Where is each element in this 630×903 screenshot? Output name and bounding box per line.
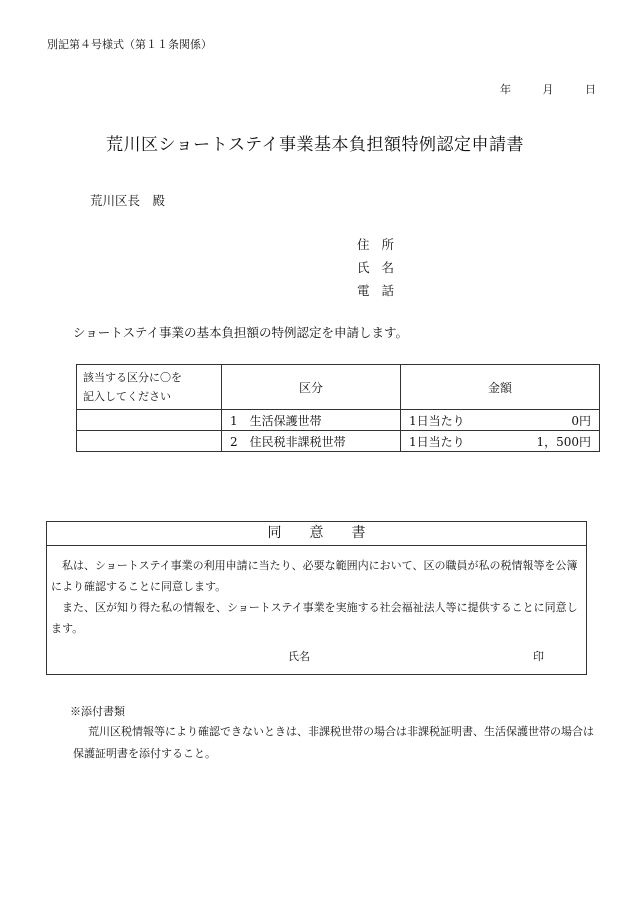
- header-check-line2: 記入してください: [83, 390, 171, 403]
- header-category: 区分: [222, 365, 401, 410]
- form-number: 別記第４号様式（第１１条関係）: [47, 38, 212, 51]
- consent-paragraph-1: 私は、ショートステイ事業の利用申請に当たり、必要な範囲内において、区の職員が私の税情報等を公簿により確認することに同意します。: [51, 559, 578, 593]
- table-row: [77, 410, 600, 431]
- applicant-name-label: 氏 名: [357, 260, 398, 275]
- consent-seal-label: 印: [533, 650, 544, 663]
- applicant-address-label: 住 所: [357, 237, 398, 252]
- document-title: 荒川区ショートステイ事業基本負担額特例認定申請書: [106, 135, 524, 155]
- consent-name-label: 氏名: [288, 650, 310, 663]
- date-year-label: 年: [500, 83, 511, 96]
- amount-prefix: 1日当たり: [409, 434, 465, 449]
- check-cell[interactable]: [77, 410, 222, 431]
- date-month-label: 月: [542, 83, 554, 96]
- category-cell: 1 生活保護世帯: [222, 410, 401, 431]
- category-table: [76, 364, 600, 452]
- category-cell: 2 住民税非課税世帯: [222, 431, 401, 452]
- consent-title: 同 意 書: [47, 522, 586, 546]
- consent-paragraph-2: また、区が知り得た私の情報を、ショートステイ事業を実施する社会福祉法人等に提供することに同意します。: [51, 601, 578, 635]
- amount-cell: [401, 410, 600, 431]
- check-cell[interactable]: [77, 431, 222, 452]
- header-amount: 金額: [401, 365, 600, 410]
- table-row: [77, 431, 600, 452]
- amount-value: 1，500円: [536, 434, 591, 449]
- applicant-phone-label: 電 話: [357, 283, 398, 298]
- application-statement: ショートステイ事業の基本負担額の特例認定を申請します。: [73, 325, 409, 340]
- header-check-line1: 該当する区分に〇を: [83, 371, 182, 384]
- attachments-body: 荒川区税情報等により確認できないときは、非課税世帯の場合は非課税証明書、生活保護世帯の場合は保護証明書を添付すること。: [73, 725, 594, 760]
- table-header-row: [77, 365, 600, 410]
- date-day-label: 日: [585, 83, 596, 96]
- header-check-instruction: [77, 365, 222, 410]
- amount-cell: [401, 431, 600, 452]
- attachments-heading: ※添付書類: [70, 705, 125, 718]
- addressee: 荒川区長 殿: [90, 193, 166, 208]
- amount-prefix: 1日当たり: [409, 413, 465, 428]
- amount-value: 0円: [571, 413, 591, 428]
- consent-box: [46, 521, 587, 675]
- date-line: [472, 81, 596, 97]
